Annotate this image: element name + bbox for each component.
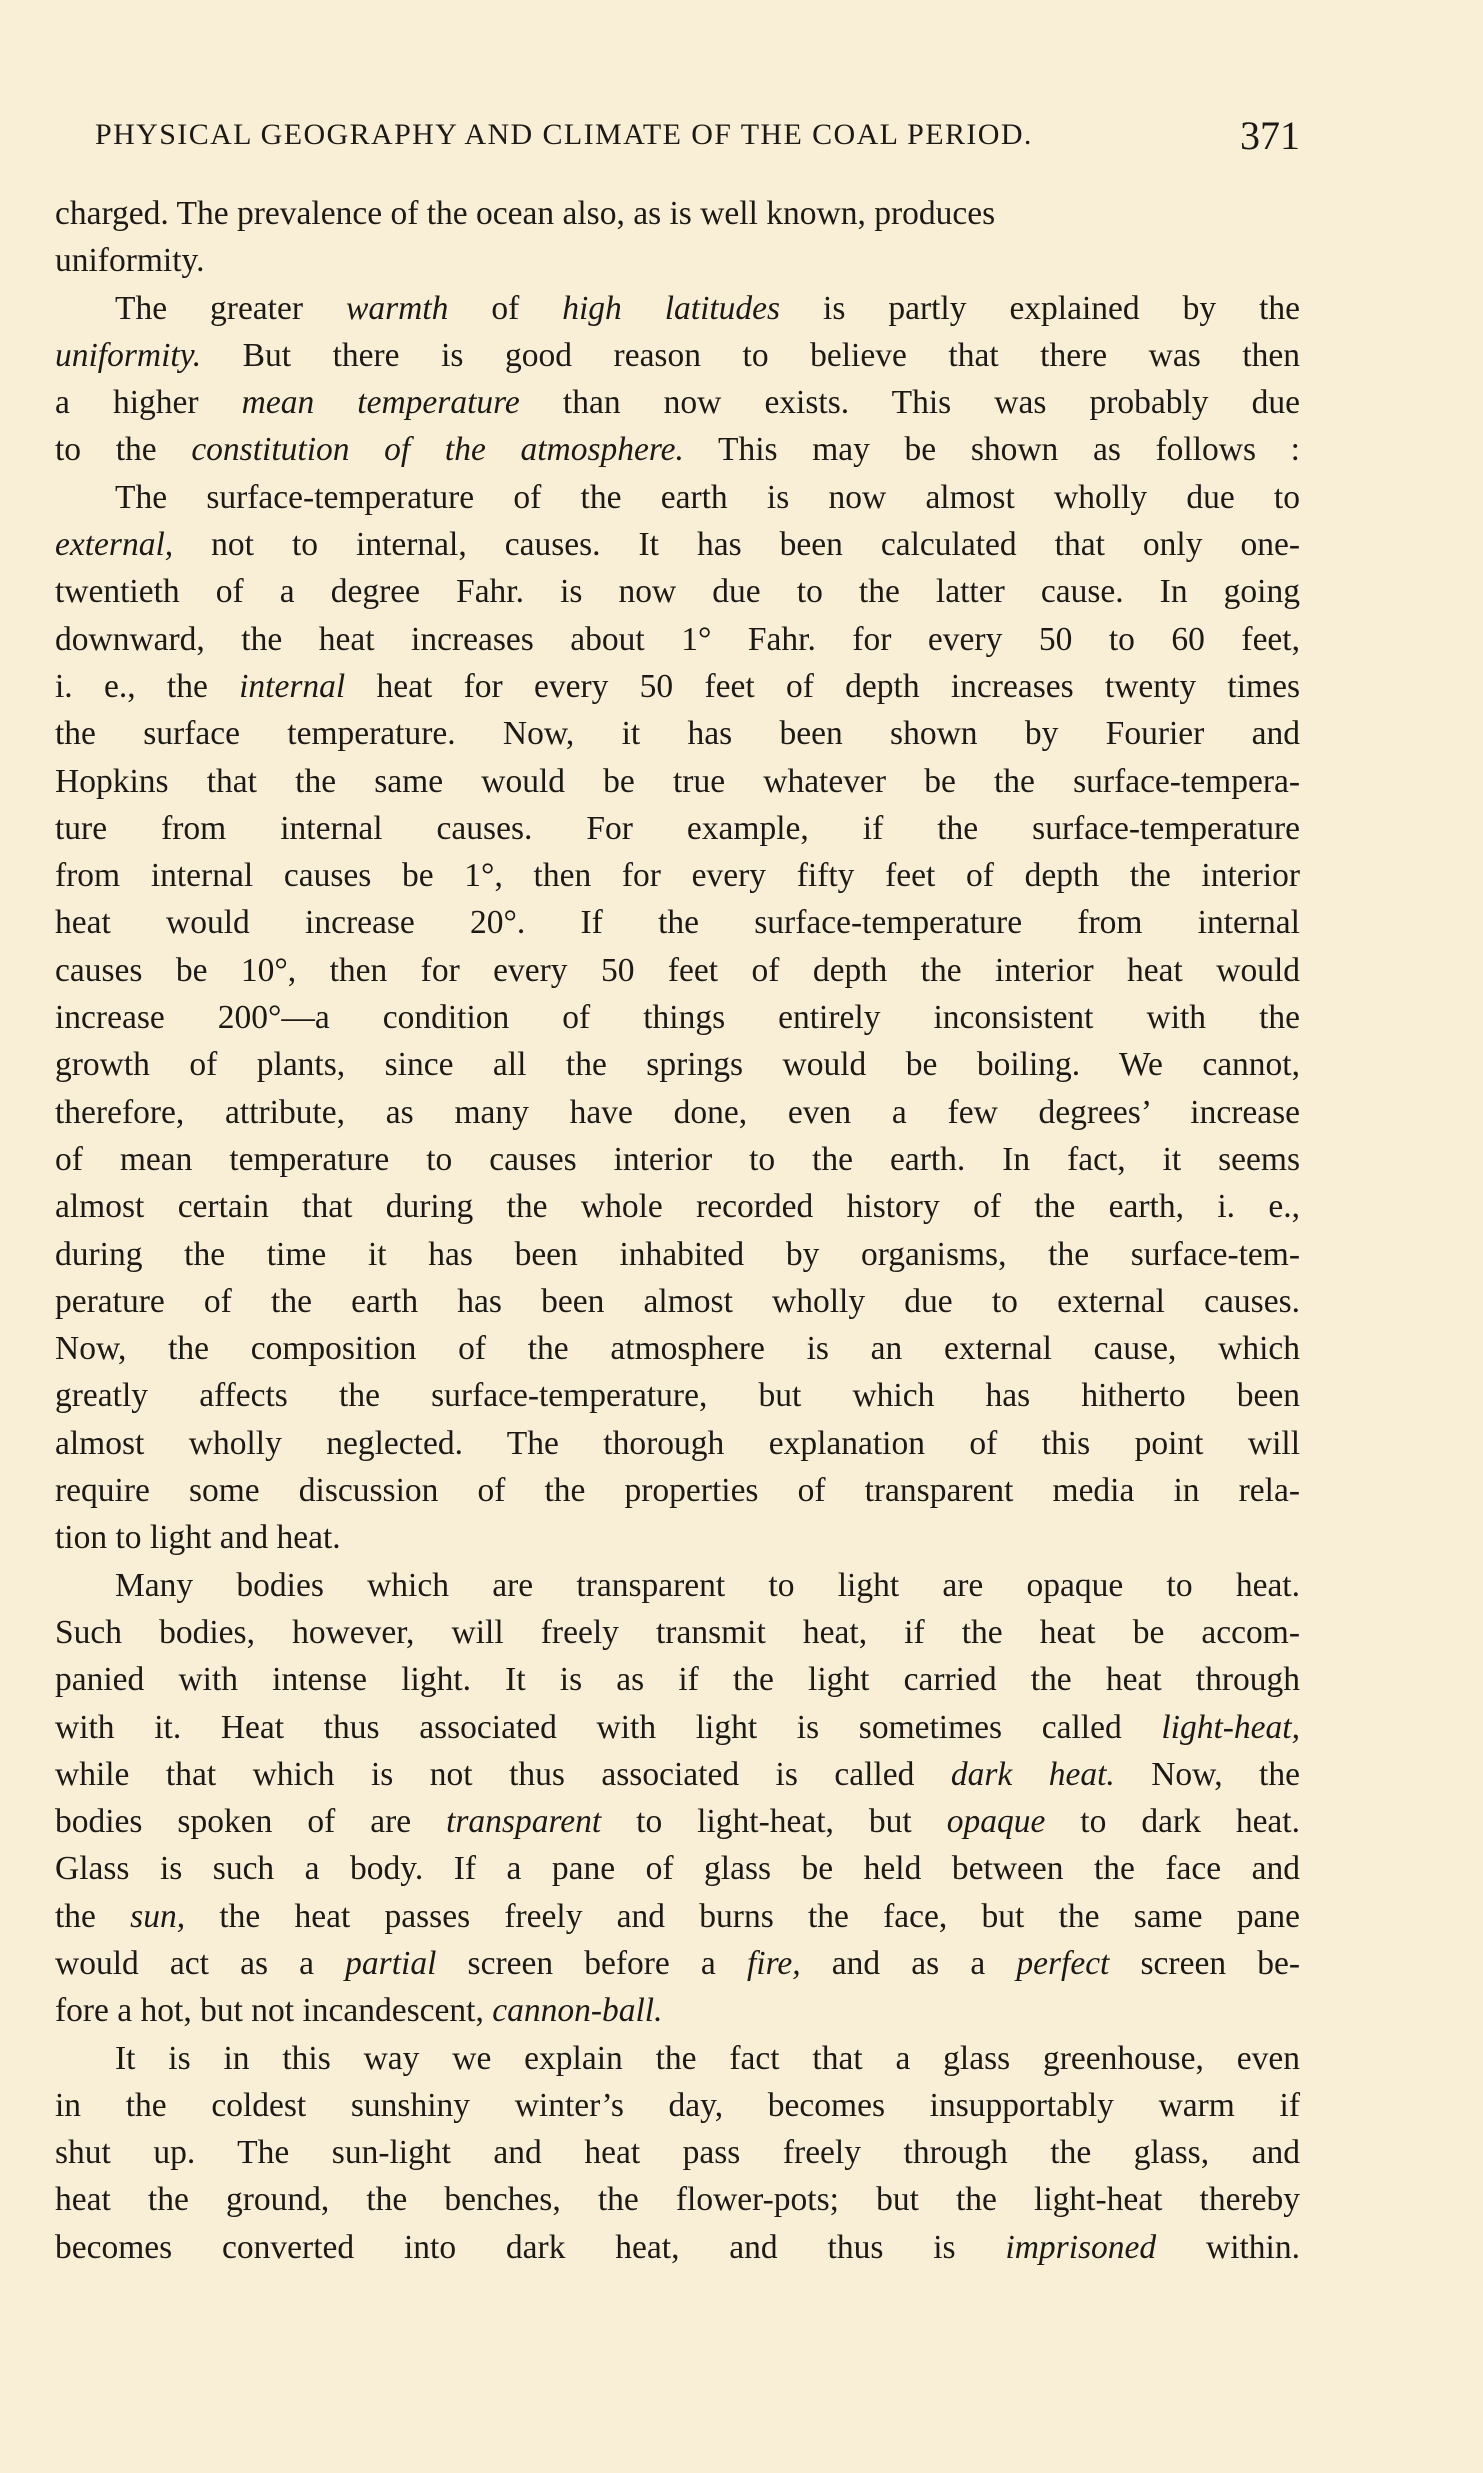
text-line: bodies spoken of are transparent to light-heat, but opaque to dark heat. <box>55 1803 1300 1841</box>
text-line: during the time it has been inhabited by organisms, the surface-tem- <box>55 1235 1300 1273</box>
italic-term: mean temperature <box>241 384 520 422</box>
text-line: growth of plants, since all the springs would be boiling. We cannot, <box>55 1046 1300 1084</box>
text-line: becomes converted into dark heat, and thus is imprisoned within. <box>55 2228 1300 2266</box>
text-line: greatly affects the surface-temperature, but which has hitherto been <box>55 1377 1300 1415</box>
text-line: therefore, attribute, as many have done, even a few degrees’ increase <box>55 1093 1300 1131</box>
italic-term: high latitudes <box>562 289 781 327</box>
text-line: ture from internal causes. For example, if the surface-temperature <box>55 809 1300 847</box>
text-line: fore a hot, but not incandescent, cannon-ball. <box>55 1992 663 2030</box>
italic-term: external, <box>55 526 174 564</box>
italic-term: opaque <box>946 1803 1046 1841</box>
italic-term: dark heat. <box>950 1755 1115 1793</box>
italic-term: transparent <box>446 1803 602 1841</box>
page-number: 371 <box>1240 113 1300 158</box>
text-line: The surface-temperature of the earth is now almost wholly due to <box>115 478 1300 516</box>
italic-term: imprisoned <box>1005 2228 1157 2266</box>
text-line: require some discussion of the properties of transparent media in rela- <box>55 1472 1300 1510</box>
text-line: heat the ground, the benches, the flower-pots; but the light-heat thereby <box>55 2181 1300 2219</box>
text-line: increase 200°—a condition of things entirely inconsistent with the <box>55 999 1300 1037</box>
text-line: the surface temperature. Now, it has been shown by Fourier and <box>55 715 1300 753</box>
running-title: PHYSICAL GEOGRAPHY AND CLIMATE OF THE COAL PERIOD. <box>95 118 1033 151</box>
text-line: uniformity. But there is good reason to believe that there was then <box>55 336 1300 374</box>
text-line: while that which is not thus associated is called dark heat. Now, the <box>55 1755 1300 1793</box>
italic-term: constitution of the atmosphere. <box>191 431 684 469</box>
text-line: of mean temperature to causes interior to the earth. In fact, it seems <box>55 1140 1300 1178</box>
text-line: with it. Heat thus associated with light is sometimes called light-heat, <box>55 1708 1300 1746</box>
running-head <box>95 112 1300 162</box>
text-line: external, not to internal, causes. It has been calculated that only one- <box>55 526 1300 564</box>
italic-term: perfect <box>1016 1944 1110 1982</box>
text-line: Now, the composition of the atmosphere is an external cause, which <box>55 1330 1300 1368</box>
text-line: Glass is such a body. If a pane of glass be held between the face and <box>55 1850 1300 1888</box>
text-line: to the constitution of the atmosphere. This may be shown as follows : <box>55 431 1300 469</box>
text-line: tion to light and heat. <box>55 1519 341 1557</box>
text-line: almost certain that during the whole recorded history of the earth, i. e., <box>55 1188 1300 1226</box>
text-line: Hopkins that the same would be true whatever be the surface-tempera- <box>55 762 1300 800</box>
text-line: twentieth of a degree Fahr. is now due to the latter cause. In going <box>55 573 1300 611</box>
text-line: uniformity. <box>55 242 205 280</box>
italic-term: partial <box>345 1944 437 1982</box>
text-line: heat would increase 20°. If the surface-temperature from internal <box>55 904 1300 942</box>
text-line: a higher mean temperature than now exists. This was probably due <box>55 384 1300 422</box>
italic-term: fire, <box>746 1944 801 1982</box>
text-line: downward, the heat increases about 1° Fahr. for every 50 to 60 feet, <box>55 620 1300 658</box>
text-line: Many bodies which are transparent to light are opaque to heat. <box>115 1566 1300 1604</box>
text-line: the sun, the heat passes freely and burns the face, but the same pane <box>55 1897 1300 1935</box>
text-line: Such bodies, however, will freely transmit heat, if the heat be accom- <box>55 1613 1300 1651</box>
text-line: i. e., the internal heat for every 50 feet of depth increases twenty times <box>55 667 1300 705</box>
italic-term: light-heat, <box>1161 1708 1300 1746</box>
text-line: The greater warmth of high latitudes is partly explained by the <box>115 289 1300 327</box>
text-line: causes be 10°, then for every 50 feet of depth the interior heat would <box>55 951 1300 989</box>
italic-term: sun, <box>130 1897 186 1935</box>
text-line: would act as a partial screen before a fire, and as a perfect screen be- <box>55 1944 1300 1982</box>
italic-term: internal <box>239 667 346 705</box>
text-line: almost wholly neglected. The thorough explanation of this point will <box>55 1424 1300 1462</box>
text-line: shut up. The sun-light and heat pass freely through the glass, and <box>55 2134 1300 2172</box>
italic-term: cannon-ball. <box>492 1992 663 2030</box>
text-line: panied with intense light. It is as if the light carried the heat through <box>55 1661 1300 1699</box>
text-line: in the coldest sunshiny winter’s day, becomes insupportably warm if <box>55 2086 1300 2124</box>
italic-term: uniformity. <box>55 336 202 374</box>
italic-term: warmth <box>345 289 449 327</box>
text-line: charged. The prevalence of the ocean also, as is well known, produces <box>55 195 996 232</box>
text-line: perature of the earth has been almost wholly due to external causes. <box>55 1282 1300 1320</box>
text-line: It is in this way we explain the fact that a glass greenhouse, even <box>115 2039 1300 2077</box>
text-line: from internal causes be 1°, then for every fifty feet of depth the interior <box>55 857 1300 895</box>
body-text <box>55 190 1300 2271</box>
